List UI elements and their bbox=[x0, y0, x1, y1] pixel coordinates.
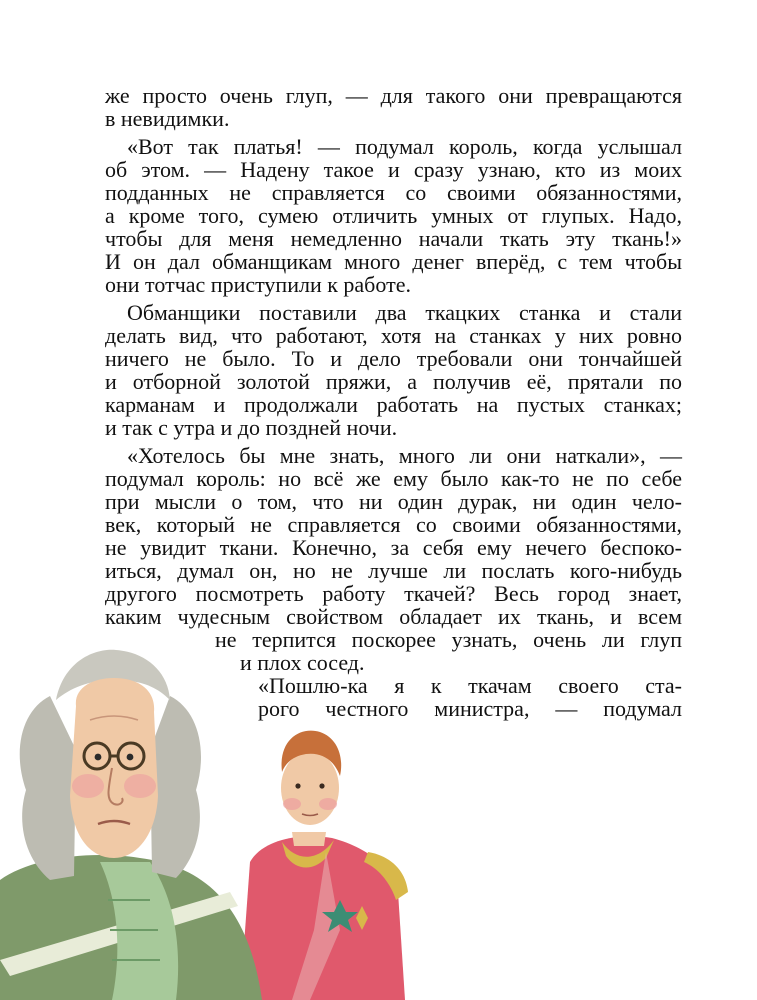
courtier-eye bbox=[319, 783, 324, 788]
text-line: чтобы для меня немедленно начали ткать эту ткань!» bbox=[105, 226, 682, 251]
wig-left bbox=[20, 696, 76, 880]
text-line: «Хотелось бы мне знать, много ли они наткали», — bbox=[127, 443, 682, 468]
courtier-cheek bbox=[319, 798, 337, 810]
courtier-eye bbox=[295, 783, 300, 788]
text-line: они тотчас приступили к работе. bbox=[105, 272, 411, 297]
minister-face bbox=[70, 678, 158, 858]
old-minister-figure bbox=[0, 650, 262, 1000]
text-line: подданных не справляется со своими обязанностями, bbox=[105, 180, 682, 205]
text-line: об этом. — Надену такое и сразу узнаю, кто из моих bbox=[105, 157, 682, 182]
young-courtier-figure bbox=[240, 731, 408, 1000]
text-line: каким чудесным свойством обладает их ткань, и всем bbox=[105, 604, 682, 629]
minister-cheek bbox=[124, 774, 156, 798]
minister-eye bbox=[127, 754, 134, 761]
minister-cheek bbox=[72, 774, 104, 798]
text-line: «Вот так платья! — подумал король, когда услышал bbox=[127, 134, 682, 159]
courtier-cheek bbox=[283, 798, 301, 810]
text-line: подумал король: но всё же ему было как-то не по себе bbox=[105, 466, 682, 491]
text-line: делать вид, что работают, хотя на станках у них ровно bbox=[105, 323, 682, 348]
text-line: ничего не было. То и дело требовали они тончайшей bbox=[105, 346, 682, 371]
text-line: и плох сосед. bbox=[240, 650, 365, 675]
text-line: не увидит ткани. Конечно, за себя ему нечего беспоко- bbox=[105, 535, 682, 560]
text-line: «Пошлю-ка я к ткачам своего ста- bbox=[258, 673, 682, 698]
text-line: и так с утра и до поздней ночи. bbox=[105, 415, 398, 440]
text-line: а кроме того, сумею отличить умных от глупых. Надо, bbox=[105, 203, 682, 228]
text-line: же просто очень глуп, — для такого они превращаются bbox=[105, 83, 682, 108]
minister-eye bbox=[95, 754, 102, 761]
text-line: рого честного министра, — подумал bbox=[258, 696, 682, 721]
courtier-neck bbox=[292, 832, 326, 846]
text-line: карманам и продолжали работать на пустых станках; bbox=[105, 392, 682, 417]
text-line: в невидимки. bbox=[105, 106, 230, 131]
courtier-face bbox=[281, 751, 339, 825]
text-line: век, который не справляется со своими обязанностями, bbox=[105, 512, 682, 537]
text-line: Обманщики поставили два ткацких станка и стали bbox=[127, 300, 682, 325]
text-line: и отборной золотой пряжи, а получив её, прятали по bbox=[105, 369, 682, 394]
text-line: не терпится поскорее узнать, очень ли глуп bbox=[215, 627, 682, 652]
text-line: при мысли о том, что ни один дурак, ни один чело- bbox=[105, 489, 682, 514]
illustration bbox=[0, 600, 430, 1000]
text-line: другого посмотреть работу ткачей? Весь город знает, bbox=[105, 581, 682, 606]
text-line: иться, думал он, но не лучше ли послать кого-нибудь bbox=[105, 558, 682, 583]
text-line: И он дал обманщикам много денег вперёд, с тем чтобы bbox=[105, 249, 682, 274]
wig-right bbox=[150, 696, 201, 878]
